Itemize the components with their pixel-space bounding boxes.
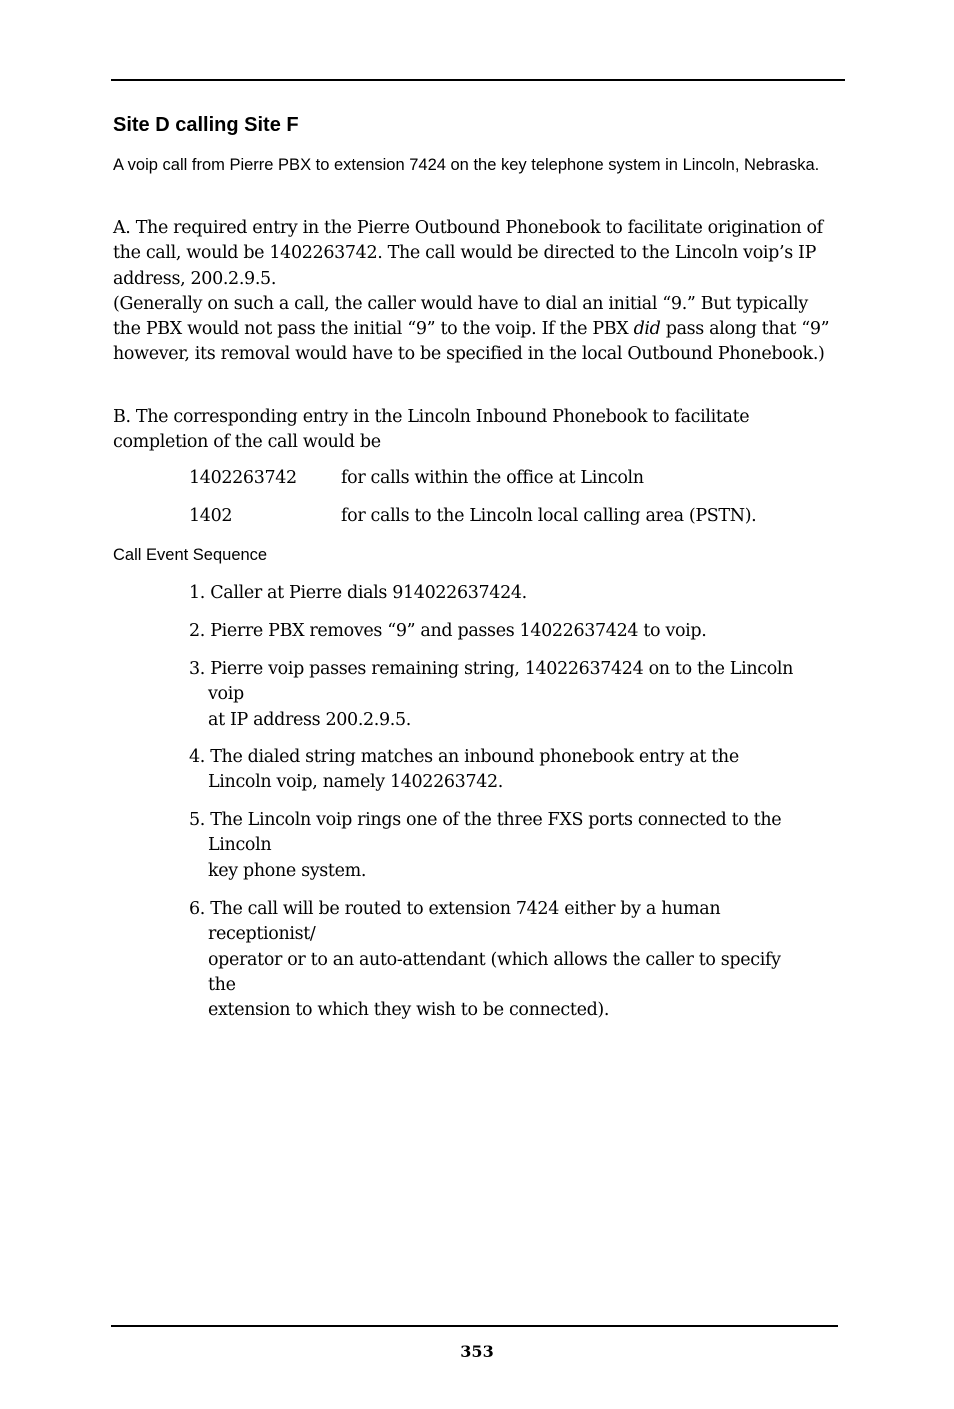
sequence-step — [189, 619, 839, 644]
step-line: operator or to an auto-attendant (which allows the caller to specify — [208, 949, 781, 970]
section-title: Site D calling Site F — [113, 114, 299, 136]
step-line: key phone system. — [208, 860, 367, 881]
step-line: receptionist/ — [208, 924, 316, 945]
paragraph-b: B. The corresponding entry in the Lincoln Inbound Phonebook to facilitate completion of the call would be — [113, 407, 750, 453]
paragraph-a-text2-start: (Generally on such a call, the caller would have to dial an initial “9.” But typically the PBX would not pass the initial “9” to the voip. If the PBX — [113, 293, 808, 340]
step-line: voip — [208, 684, 244, 705]
step-line: the — [208, 974, 236, 995]
paragraph-a-emphasis: did — [633, 319, 661, 340]
paragraph-a-text1: A. The required entry in the Pierre Outbound Phonebook to facilitate origination of the call, would be 1402263742. The call would be directed to the Lincoln voip’s IP address, 200.2.9.5. — [113, 218, 823, 289]
step-line: Lincoln — [208, 835, 272, 856]
sequence-title: Call Event Sequence — [113, 546, 268, 564]
sequence-step — [189, 808, 839, 884]
paragraph-a — [113, 216, 833, 368]
step-line: 4. The dialed string matches an inbound phonebook entry at the — [189, 747, 739, 767]
entry-code: 1402 — [189, 506, 233, 526]
step-line: 1. Caller at Pierre dials 914022637424. — [189, 583, 527, 603]
step-line: Lincoln voip, namely 1402263742. — [208, 772, 504, 793]
header-rule — [111, 79, 845, 81]
step-line: 5. The Lincoln voip rings one of the three FXS ports connected to the — [189, 810, 782, 830]
sequence-step — [189, 897, 839, 1023]
sequence-step — [189, 745, 839, 796]
entry-code: 1402263742 — [189, 468, 297, 488]
intro-paragraph: A voip call from Pierre PBX to extension 7424 on the key telephone system in Lincoln, Nebraska. — [113, 156, 820, 174]
step-line: 2. Pierre PBX removes “9” and passes 14022637424 to voip. — [189, 621, 707, 641]
step-line: 6. The call will be routed to extension 7424 either by a human — [189, 899, 721, 919]
page-number: 353 — [460, 1342, 494, 1361]
footer-rule — [111, 1325, 838, 1327]
paragraph-a-text2-end: pass along that “9” however, its removal would have to be specified in the local Outbound Phonebook.) — [113, 319, 830, 365]
step-line: at IP address 200.2.9.5. — [208, 709, 412, 730]
sequence-step — [189, 657, 839, 733]
step-line: extension to which they wish to be connected). — [208, 1000, 610, 1021]
step-line: 3. Pierre voip passes remaining string, 14022637424 on to the Lincoln — [189, 659, 794, 679]
entry-description: for calls to the Lincoln local calling area (PSTN). — [341, 506, 757, 526]
entry-description: for calls within the office at Lincoln — [341, 468, 644, 488]
sequence-step — [189, 581, 839, 606]
